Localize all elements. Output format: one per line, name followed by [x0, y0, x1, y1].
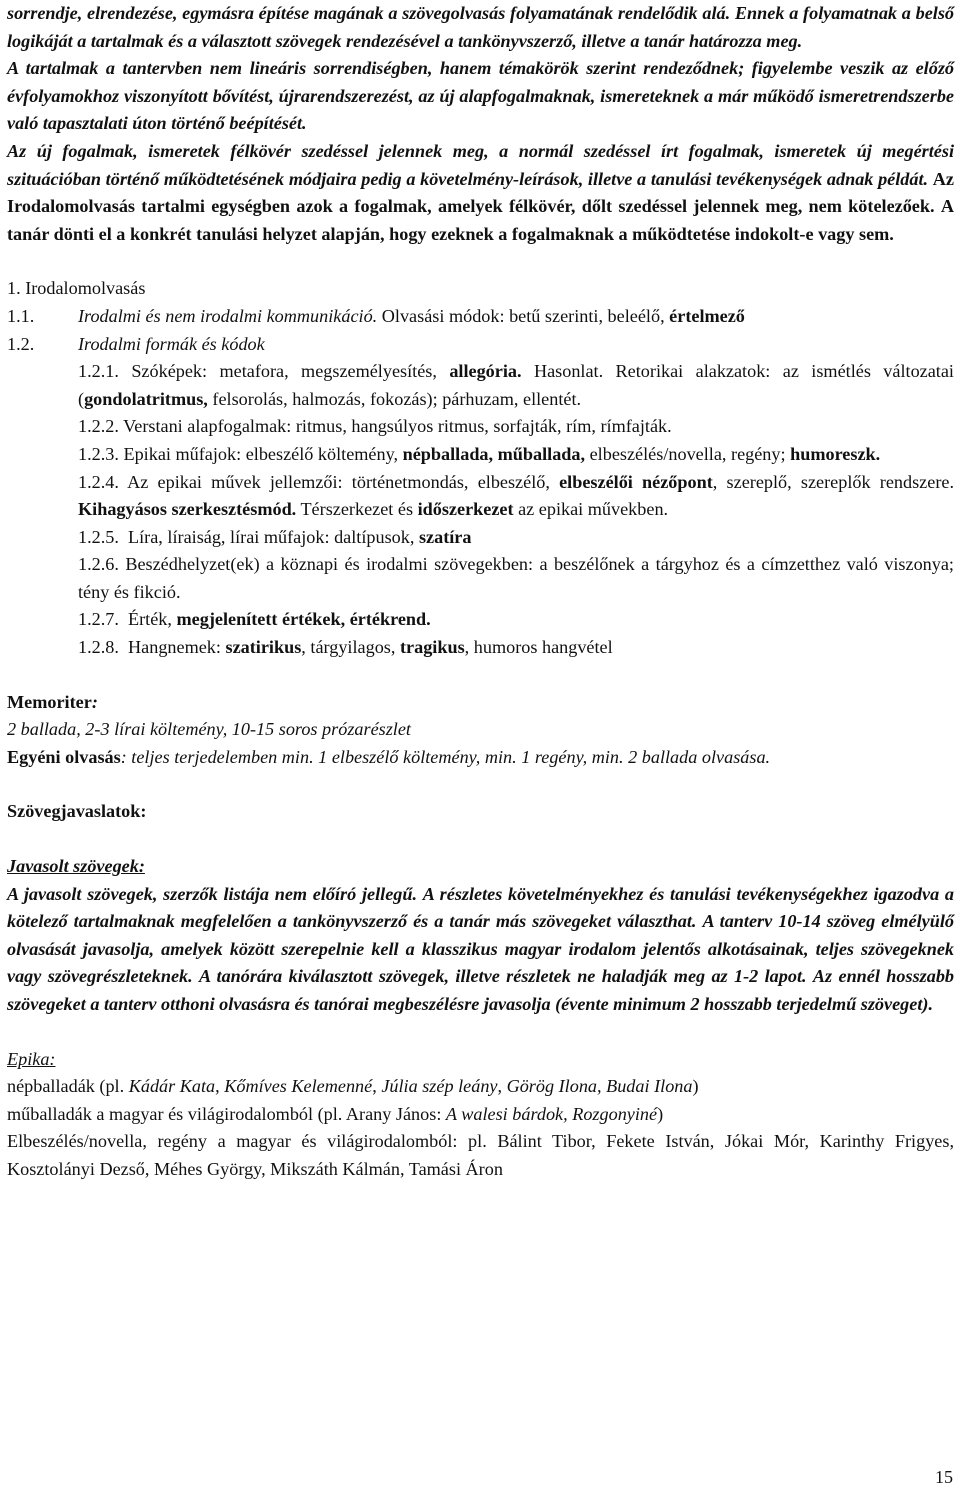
outline-item-1-2-3: 1.2.3. Epikai műfajok: elbeszélő költemény, népballada, műballada, elbeszélés/novella, regény; humoreszk.: [78, 443, 881, 464]
section-title: Irodalomolvasás: [25, 278, 146, 299]
szovegjavaslatok-heading: Szövegjavaslatok:: [7, 801, 147, 822]
outline-item-1-2-7: 1.2.7. Érték, megjelenített értékek, értékrend.: [78, 609, 431, 630]
intro-paragraph-2: A tartalmak a tantervben nem lineáris sorrendiségben, hanem témakörök szerint rendeződnek; figyelembe veszik az előző évfolyamokhoz viszonyított bővítést, újrarendszerezést, az új alapfogalmaknak, ismereteknek a már működő ismeretrendszerbe való tapasztalati úton történő beépítését.: [7, 58, 954, 134]
outline-item-1-2-2: 1.2.2. Verstani alapfogalmak: ritmus, hangsúlyos ritmus, sorfajták, rím, rímfajták.: [78, 416, 672, 437]
memoriter-text: 2 ballada, 2-3 lírai költemény, 10-15 soros prózarészlet: [7, 719, 411, 740]
intro-paragraph-3-note: Az Irodalomolvasás tartalmi egységben azok a fogalmak, amelyek félkövér, dőlt szedéssel jelennek meg, nem kötelezőek.: [7, 168, 954, 217]
outline-item-1-2: [7, 331, 954, 359]
section-number: 1.: [7, 278, 21, 299]
intro-paragraph-1: sorrendje, elrendezése, egymásra építése magának a szövegolvasás folyamatának rendelődik alá. Ennek a folyamatnak a belső logikáját a tartalmak és a választott szövegek rendezésével a tankönyvszerző, illetve a tanár határozza meg.: [7, 3, 954, 51]
javasolt-heading: Javasolt szövegek:: [7, 856, 145, 877]
section-heading: [7, 275, 954, 303]
outline-item-1-2-6: 1.2.6. Beszédhelyzet(ek) a köznapi és irodalmi szövegekben: a beszélőnek a tárgyhoz és a címzetthez való viszonya; tény és fikció.: [78, 554, 954, 602]
outline-item-1-2-5: 1.2.5. Líra, líraiság, lírai műfajok: daltípusok, szatíra: [78, 526, 472, 547]
javasolt-text: A javasolt szövegek, szerzők listája nem előíró jellegű. A részletes követelményekhez és tanulási tevékenységekhez igazodva a kötelező tartalmaknak megfelelően a tankönyvszerző és a tanár más szövegeket választhat. A tanterv 10-14 szöveg elmélyülő olvasását javasolja, amelyek között szerepelnie kell a klasszikus magyar irodalom jelentős alkotásainak, teljes szövegeknek vagy szövegrészleteknek. A tanórára kiválasztott szövegek, illetve részletek ne haladják meg az 1-2 lapot. Az ennél hosszabb szövegeket a tanterv otthoni olvasásra és tanórai megbeszélésre javasolja (évente minimum 2 hosszabb terjedelmű szöveget).: [7, 883, 955, 1014]
item-title: Irodalmi és nem irodalmi kommunikáció.: [78, 305, 378, 326]
item-content: Irodalmi és nem irodalmi kommunikáció. Olvasási módok: betű szerinti, beleélő, értelmező: [78, 305, 745, 326]
intro-paragraph-3-decision: A tanár dönti el a konkrét tanulási helyzet alapján, hogy ezeknek a fogalmaknak a működtetése indokolt-e vagy sem.: [7, 196, 954, 244]
epika-muballadak: műballadák a magyar és világirodalomból (pl. Arany János: A walesi bárdok, Rozgonyiné): [7, 1103, 664, 1124]
epika-elbeszeles: Elbeszélés/novella, regény a magyar és világirodalomból: pl. Bálint Tibor, Fekete István, Jókai Mór, Karinthy Frigyes, Kosztolányi Dezső, Méhes György, Mikszáth Kálmán, Tamási Áron: [7, 1131, 954, 1179]
outline-item-1-2-4: 1.2.4. Az epikai művek jellemzői: történetmondás, elbeszélő, elbeszélői nézőpont, szereplő, szereplők rendszere. Kihagyásos szerkesztésmód. Térszerkezet és időszerkezet az epikai művekben.: [78, 471, 954, 520]
document-page: [7, 0, 954, 1184]
memoriter-heading: Memoriter:: [7, 691, 98, 712]
item-number: 1.2.: [7, 333, 35, 354]
item-number: 1.1.: [7, 305, 35, 326]
egyeni-olvasas: Egyéni olvasás: teljes terjedelemben min. 1 elbeszélő költemény, min. 1 regény, min. 2 ballada olvasása.: [7, 746, 771, 767]
intro-paragraph-3-text: Az új fogalmak, ismeretek félkövér szedéssel jelennek meg, a normál szedéssel írt fogalmak, ismeretek új megértési szituációban történő működtetésének módjaira pedig a követelmény-leírások, illetve a tanulási tevékenységek adnak példát.: [7, 140, 954, 189]
outline-item-1-2-1: 1.2.1. Szóképek: metafora, megszemélyesítés, allegória. Hasonlat. Retorikai alakzatok: az ismétlés változatai (gondolatritmus, felsorolás, halmozás, fokozás); párhuzam, ellentét.: [78, 361, 954, 409]
epika-nepballadak: népballadák (pl. Kádár Kata, Kőmíves Kelemenné, Júlia szép leány, Görög Ilona, Budai Ilona): [7, 1076, 699, 1097]
intro-paragraph-3: [7, 138, 954, 248]
item-title: Irodalmi formák és kódok: [78, 333, 265, 354]
outline-item-1-1: [7, 303, 954, 331]
epika-heading: Epika:: [7, 1048, 56, 1069]
page-number: 15: [935, 1467, 953, 1487]
outline-item-1-2-8: 1.2.8. Hangnemek: szatirikus, tárgyilagos, tragikus, humoros hangvétel: [78, 637, 613, 658]
